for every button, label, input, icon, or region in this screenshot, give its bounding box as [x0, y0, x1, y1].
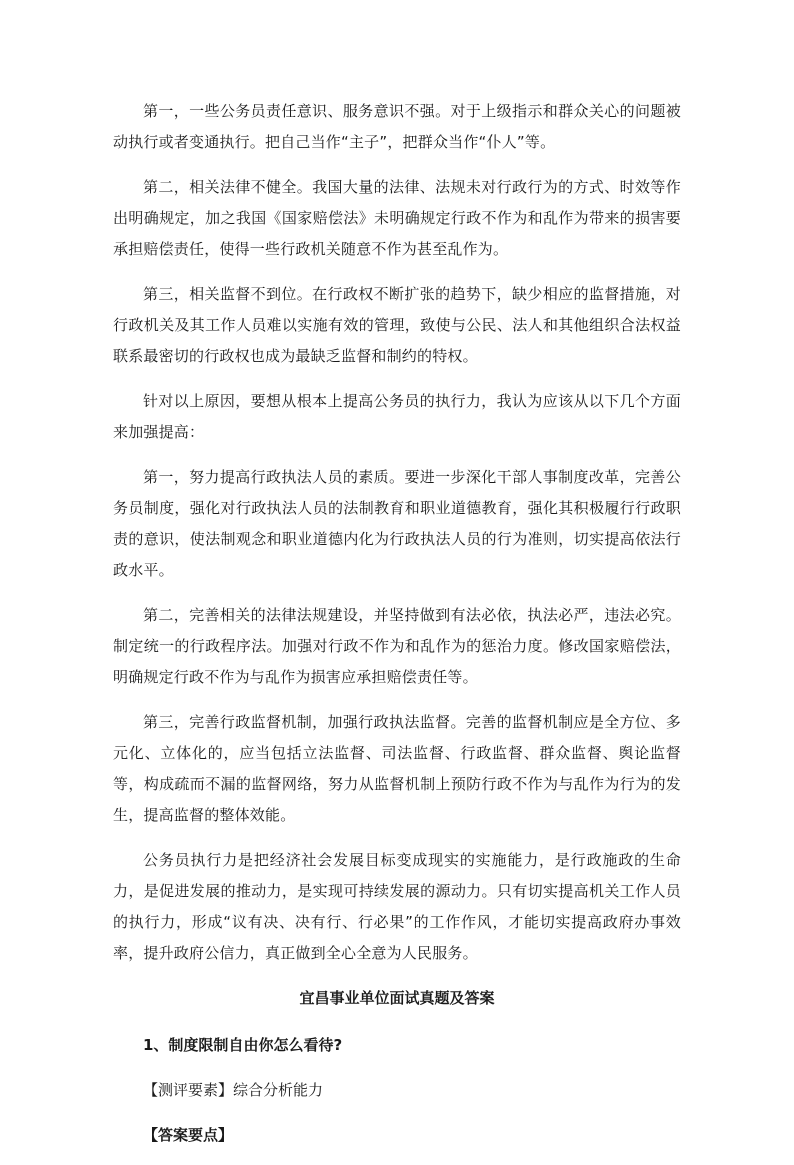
paragraph-6: 第二，完善相关的法律法规建设，并坚持做到有法必依，执法必严，违法必究。制定统一的行政程序法。加强对行政不作为和乱作为的惩治力度。修改国家赔偿法，明确规定行政不作为与乱作为损害应承担赔偿责任等。 — [113, 606, 681, 686]
paragraph-3: 第三，相关监督不到位。在行政权不断扩张的趋势下，缺少相应的监督措施，对行政机关及其工作人员难以实施有效的管理，致使与公民、法人和其他组织合法权益联系最密切的行政权也成为最缺乏监督和制约的特权。 — [113, 285, 681, 365]
answer-label: 【答案要点】 — [143, 1126, 234, 1144]
paragraph-2: 第二，相关法律不健全。我国大量的法律、法规未对行政行为的方式、时效等作出明确规定，加之我国《国家赔偿法》未明确规定行政不作为和乱作为带来的损害要承担赔偿责任，使得一些行政机关随意不作为甚至乱作为。 — [113, 178, 681, 258]
paragraph-4: 针对以上原因，要想从根本上提高公务员的执行力，我认为应该从以下几个方面来加强提高： — [113, 392, 681, 441]
paragraph-5: 第一，努力提高行政执法人员的素质。要进一步深化干部人事制度改革，完善公务员制度，强化对行政执法人员的法制教育和职业道德教育，强化其积极履行行政职责的意识，使法制观念和职业道德内化为行政执法人员的行为准则，切实提高依法行政水平。 — [113, 468, 681, 579]
evaluation-value: 综合分析能力 — [233, 1081, 324, 1099]
answer-line — [113, 1120, 681, 1151]
paragraph-7: 第三，完善行政监督机制，加强行政执法监督。完善的监督机制应是全方位、多元化、立体化的，应当包括立法监督、司法监督、行政监督、群众监督、舆论监督等，构成疏而不漏的监督网络，努力从监督机制上预防行政不作为与乱作为行为的发生，提高监督的整体效能。 — [113, 713, 681, 824]
evaluation-label: 【测评要素】 — [143, 1081, 234, 1099]
question-1: 1、制度限制自由你怎么看待? — [143, 1036, 343, 1054]
section-title: 宜昌事业单位面试真题及答案 — [299, 989, 495, 1007]
evaluation-line — [113, 1075, 681, 1106]
document-page — [113, 96, 681, 1165]
paragraph-8: 公务员执行力是把经济社会发展目标变成现实的实施能力，是行政施政的生命力，是促进发展的推动力，是实现可持续发展的源动力。只有切实提高机关工作人员的执行力，形成“议有决、决有行、行必果”的工作作风，才能切实提高政府办事效率，提升政府公信力，真正做到全心全意为人民服务。 — [113, 851, 681, 962]
paragraph-1: 第一，一些公务员责任意识、服务意识不强。对于上级指示和群众关心的问题被动执行或者变通执行。把自己当作“主子”，把群众当作“仆人”等。 — [113, 102, 681, 151]
